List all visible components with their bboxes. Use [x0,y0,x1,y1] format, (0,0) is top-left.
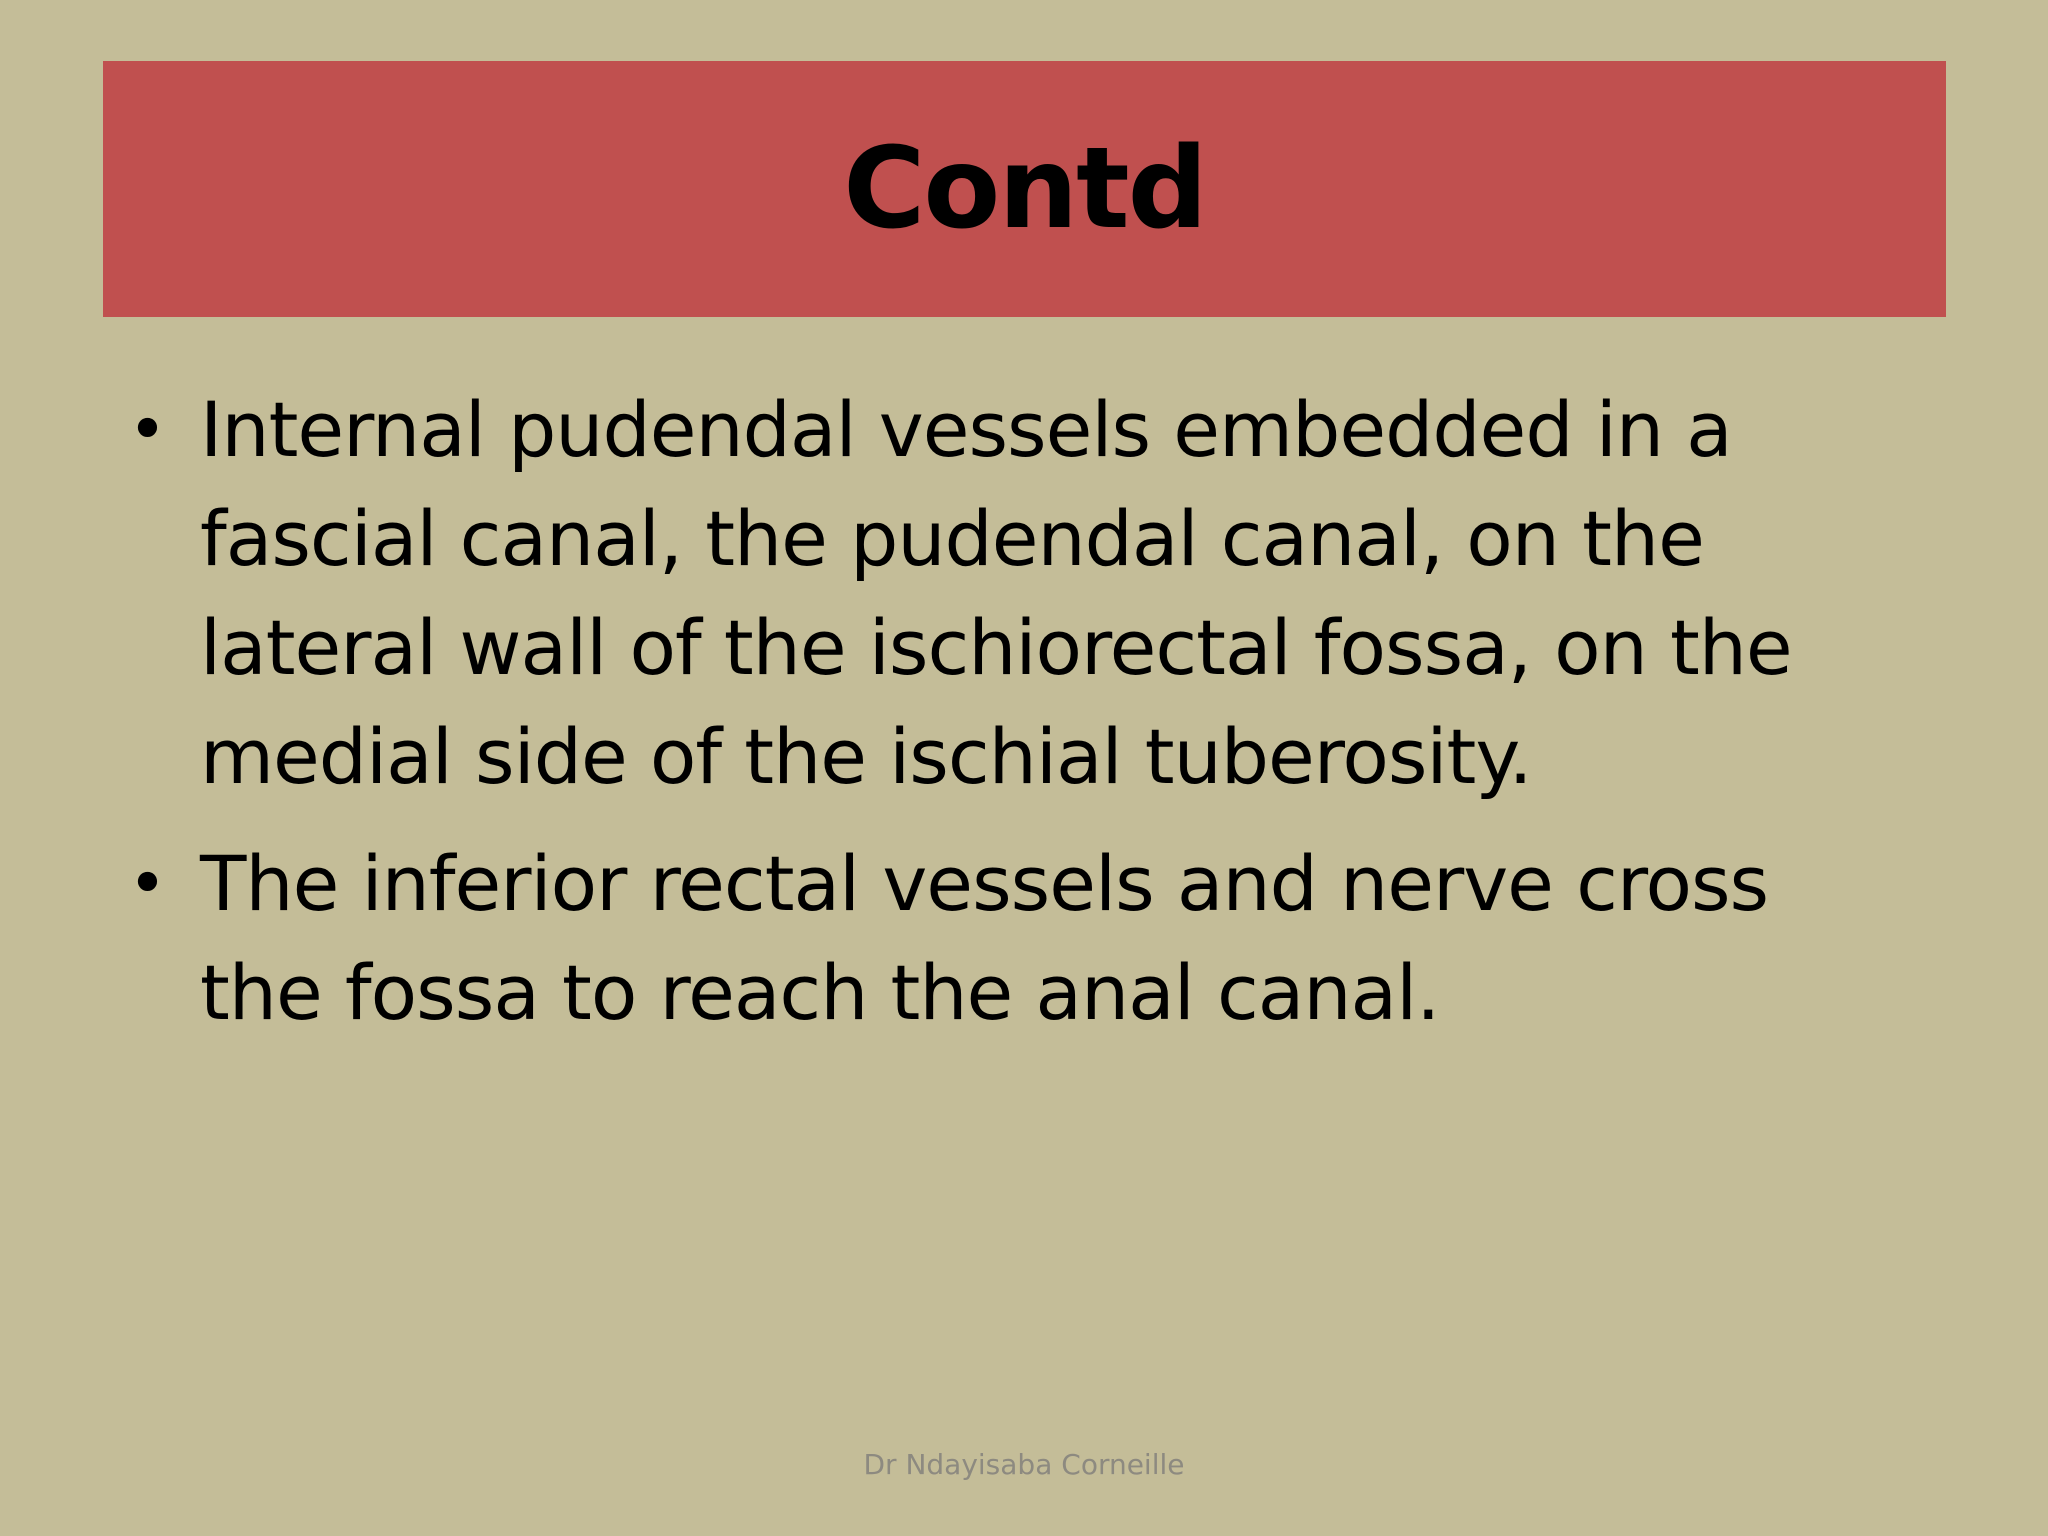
bullet-text: The inferior rectal vessels and nerve cross the fossa to reach the anal canal. [200,839,1769,1037]
bullet-list [120,375,1900,1065]
slide-title: Contd [843,124,1206,254]
bullet-item [120,375,1900,811]
bullet-icon: • [128,845,166,922]
footer-author: Dr Ndayisaba Corneille [863,1448,1185,1481]
title-bar [103,61,1946,317]
bullet-icon: • [128,391,166,468]
bullet-item [120,829,1900,1047]
bullet-text: Internal pudendal vessels embedded in a fascial canal, the pudendal canal, on the lateral wall of the ischiorectal fossa, on the medial side of the ischial tuberosity. [200,385,1792,801]
